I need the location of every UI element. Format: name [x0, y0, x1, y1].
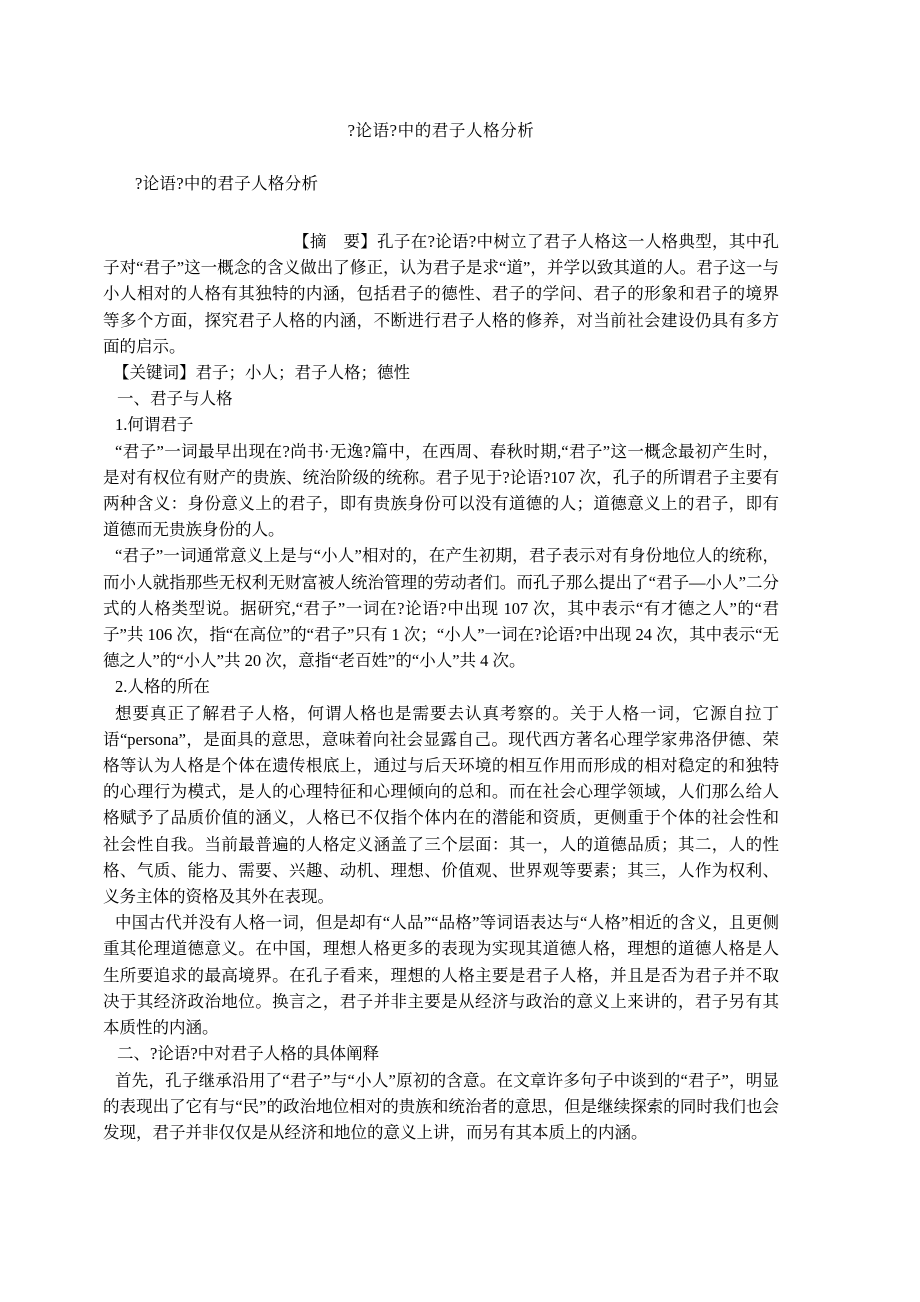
section-heading-2: 二、?论语?中对君子人格的具体阐释	[117, 1044, 380, 1064]
keywords-paragraph: 【关键词】君子；小人；君子人格；德性	[113, 363, 410, 383]
abstract-paragraph: 【摘 要】孔子在?论语?中树立了君子人格这一人格典型，其中孔子对“君子”这一概念的含义做出了修正，认为君子是求“道”，并学以致其道的人。君子这一与小人相对的人格有其独特的内涵，包括君子的德性、君子的学问、君子的形象和君子的境界等多个方面，探究君子人格的内涵，不断进行君子人格的修养，对当前社会建设仍具有多方面的启示。	[103, 232, 779, 356]
page-title: ?论语?中的君子人格分析	[347, 121, 535, 140]
document-subtitle: ?论语?中的君子人格分析	[135, 174, 319, 193]
subsection-heading-1-2: 2.人格的所在	[115, 677, 210, 697]
subsection-heading-1-1: 1.何谓君子	[115, 415, 194, 435]
body-paragraph: “君子”一词最早出现在?尚书·无逸?篇中，在西周、春秋时期,“君子”这一概念最初产生时，是对有权位有财产的贵族、统治阶级的统称。君子见于?论语?107 次，孔子的所谓君子主要有两种含义：身份意义上的君子，即有贵族身份可以没有道德的人；道德意义上的君子，即有道德而无贵族身份的人。	[103, 441, 779, 540]
body-paragraph: 首先，孔子继承沿用了“君子”与“小人”原初的含意。在文章许多句子中谈到的“君子”，明显的表现出了它有与“民”的政治地位相对的贵族和统治者的意思，但是继续探索的同时我们也会发现，君子并非仅仅是从经济和地位的意义上讲，而另有其本质上的内涵。	[103, 1070, 779, 1142]
document-content	[103, 0, 779, 1146]
body-paragraph: “君子”一词通常意义上是与“小人”相对的，在产生初期，君子表示对有身份地位人的统称，而小人就指那些无权利无财富被人统治管理的劳动者们。而孔子那么提出了“君子—小人”二分式的人格类型说。据研究,“君子”一词在?论语?中出现 107 次，其中表示“有才德之人”的“君子”共 106 次，指“在高位”的“君子”只有 1 次；“小人”一词在?论语?中出现 24 次，其中表示“无德之人”的“小人”共 20 次，意指“老百姓”的“小人”共 4 次。	[103, 546, 779, 671]
body-paragraph: 中国古代并没有人格一词，但是却有“人品”“品格”等词语表达与“人格”相近的含义，且更侧重其伦理道德意义。在中国，理想人格更多的表现为实现其道德人格，理想的道德人格是人生所要追求的最高境界。在孔子看来，理想的人格主要是君子人格，并且是否为君子并不取决于其经济政治地位。换言之，君子并非主要是从经济与政治的意义上来讲的，君子另有其本质性的内涵。	[103, 913, 779, 1038]
body-paragraph: 想要真正了解君子人格，何谓人格也是需要去认真考察的。关于人格一词，它源自拉丁语“persona”，是面具的意思，意味着向社会显露自己。现代西方著名心理学家弗洛伊德、荣格等认为人格是个体在遗传根底上，通过与后天环境的相互作用而形成的相对稳定的和独特的心理行为模式，是人的心理特征和心理倾向的总和。而在社会心理学领域，人们那么给人格赋予了品质价值的涵义，人格已不仅指个体内在的潜能和资质，更侧重于个体的社会性和社会性自我。当前最普遍的人格定义涵盖了三个层面：其一，人的道德品质；其二，人的性格、气质、能力、需要、兴趣、动机、理想、价值观、世界观等要素；其三，人作为权利、义务主体的资格及其外在表现。	[103, 703, 779, 907]
section-heading-1: 一、君子与人格	[117, 389, 233, 409]
